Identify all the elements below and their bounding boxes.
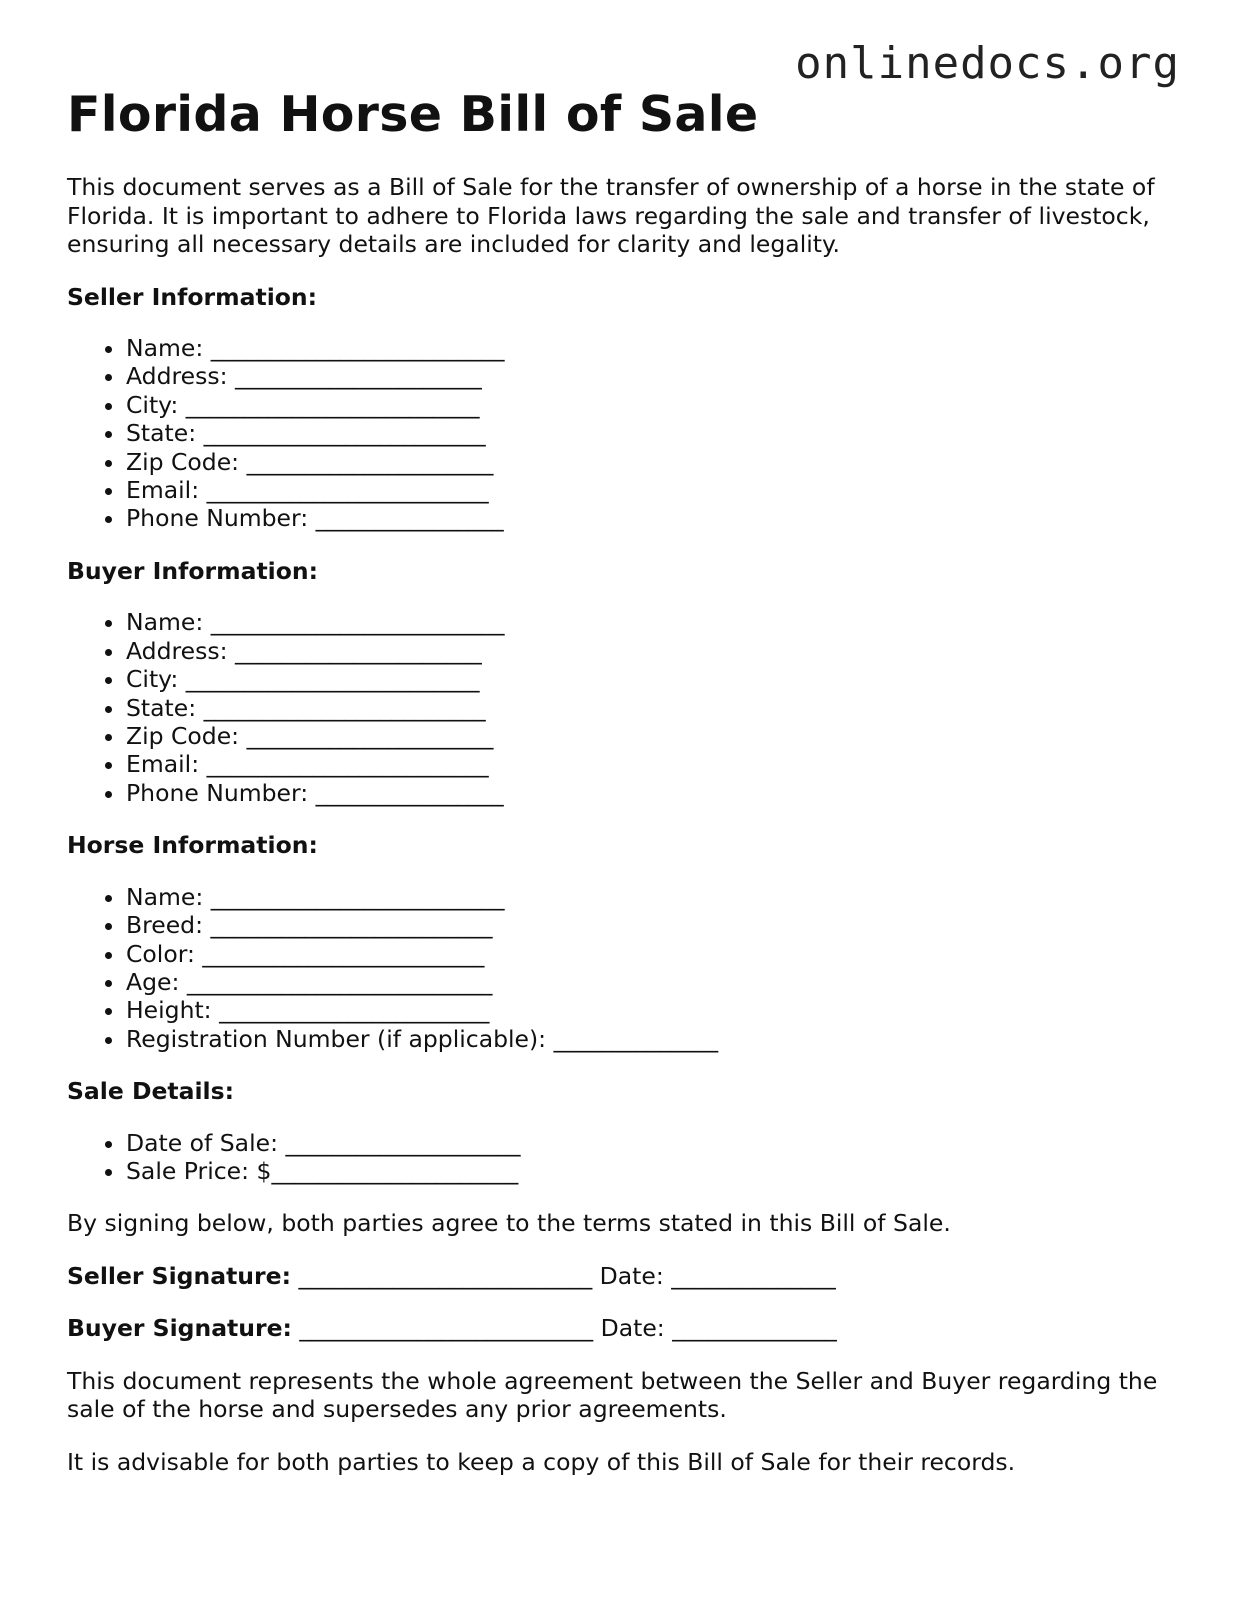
buyer-zip-field: • Zip Code: _____________________ [126, 722, 1177, 750]
sale-list [67, 1129, 1177, 1186]
horse-heading: Horse Information: [67, 831, 318, 860]
buyer-email-field: • Email: ________________________ [126, 750, 1177, 778]
closing-paragraph-1: This document represents the whole agreement between the Seller and Buyer regarding the sale of the horse and supersedes any prior agreements. [67, 1366, 1158, 1424]
buyer-signature-blanks: _________________________ Date: ______________ [291, 1314, 837, 1343]
horse-registration-field: • Registration Number (if applicable): ______________ [126, 1025, 1177, 1053]
seller-email-field: • Email: ________________________ [126, 476, 1177, 504]
sale-heading: Sale Details: [67, 1077, 234, 1106]
intro-paragraph: This document serves as a Bill of Sale for the transfer of ownership of a horse in the state of Florida. It is important to adhere to Florida laws regarding the sale and transfer of livestock, ensuring all necessary details are included for clarity and legality. [67, 173, 1155, 258]
buyer-list [67, 608, 1177, 807]
seller-signature-line [67, 1262, 1177, 1291]
buyer-signature-label: Buyer Signature: [67, 1314, 292, 1343]
buyer-signature-line [67, 1314, 1177, 1343]
buyer-phone-field: • Phone Number: ________________ [126, 779, 1177, 807]
seller-name-field: • Name: _________________________ [126, 334, 1177, 362]
seller-signature-blanks: _________________________ Date: ______________ [290, 1261, 836, 1290]
buyer-city-field: • City: _________________________ [126, 665, 1177, 693]
seller-zip-field: • Zip Code: _____________________ [126, 448, 1177, 476]
horse-height-field: • Height: _______________________ [126, 996, 1177, 1024]
horse-age-field: • Age: __________________________ [126, 968, 1177, 996]
seller-heading: Seller Information: [67, 282, 318, 311]
horse-breed-field: • Breed: ________________________ [126, 911, 1177, 939]
buyer-state-field: • State: ________________________ [126, 694, 1177, 722]
sale-price-field: • Sale Price: $_____________________ [126, 1157, 1177, 1185]
seller-phone-field: • Phone Number: ________________ [126, 504, 1177, 532]
seller-address-field: • Address: _____________________ [126, 362, 1177, 390]
closing-paragraph-2: It is advisable for both parties to keep a copy of this Bill of Sale for their records. [67, 1447, 1016, 1476]
document-page [67, 84, 1177, 1476]
buyer-name-field: • Name: _________________________ [126, 608, 1177, 636]
seller-list [67, 334, 1177, 533]
seller-state-field: • State: ________________________ [126, 419, 1177, 447]
horse-list [67, 883, 1177, 1053]
watermark: onlinedocs.org [795, 38, 1180, 89]
horse-name-field: • Name: _________________________ [126, 883, 1177, 911]
buyer-address-field: • Address: _____________________ [126, 637, 1177, 665]
page-title: Florida Horse Bill of Sale [67, 86, 759, 143]
buyer-heading: Buyer Information: [67, 556, 319, 585]
seller-signature-label: Seller Signature: [67, 1261, 291, 1290]
sale-date-field: • Date of Sale: ____________________ [126, 1129, 1177, 1157]
agreement-paragraph: By signing below, both parties agree to the terms stated in this Bill of Sale. [67, 1209, 951, 1238]
seller-city-field: • City: _________________________ [126, 391, 1177, 419]
horse-color-field: • Color: ________________________ [126, 940, 1177, 968]
